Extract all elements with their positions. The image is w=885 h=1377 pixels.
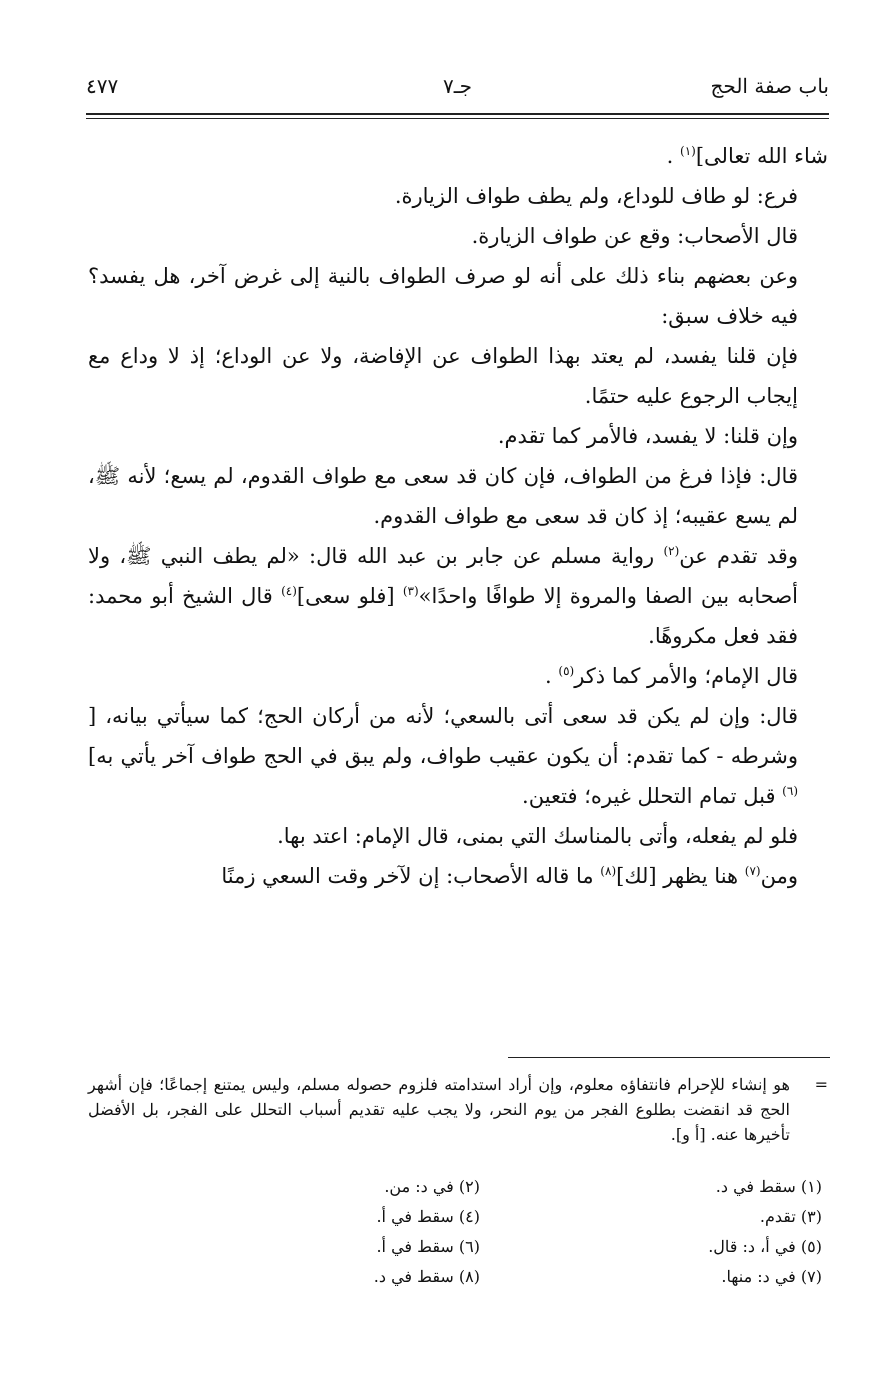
page-number: ٤٧٧ bbox=[86, 74, 119, 98]
paragraph: وعن بعضهم بناء ذلك على أنه لو صرف الطواف بالنية إلى غرض آخر، هل يفسد؟ فيه خلاف سبق: bbox=[88, 264, 798, 328]
header-rule-thin bbox=[86, 118, 829, 119]
text-run: قال الشيخ أبو محمد: فقد فعل مكروهًا. bbox=[88, 584, 798, 648]
text-run: رواية مسلم عن جابر بن عبد الله قال: «لم يطف النبي ﷺ، ولا أصحابه بين الصفا والمروة إلا طوافًا واحدًا» bbox=[88, 544, 798, 608]
text-run: . bbox=[545, 664, 559, 688]
text-run: . bbox=[666, 144, 681, 168]
footnote: (١) سقط في د. bbox=[715, 1177, 822, 1196]
footnote: (٢) في د: من. bbox=[384, 1177, 480, 1196]
paragraph bbox=[88, 856, 828, 896]
chapter-title: باب صفة الحج bbox=[710, 74, 829, 98]
footnote-ref: (٥) bbox=[558, 664, 575, 678]
volume-number: جـ٧ bbox=[443, 74, 472, 98]
footnote-ref: (٧) bbox=[744, 864, 761, 878]
text-run: [فلو سعى] bbox=[296, 584, 403, 608]
footnote-row bbox=[88, 1172, 828, 1202]
footnote-list bbox=[88, 1172, 828, 1292]
footnote: (٣) تقدم. bbox=[759, 1207, 822, 1226]
paragraph: فإن قلنا يفسد، لم يعتد بهذا الطواف عن الإفاضة، ولا عن الوداع؛ إذ لا وداع مع إيجاب الرجوع عليه حتمًا. bbox=[88, 344, 798, 408]
footnote: (٨) سقط في د. bbox=[373, 1267, 480, 1286]
main-text bbox=[88, 136, 828, 896]
footnote: (٦) سقط في أ. bbox=[376, 1237, 480, 1256]
text-run: قال الإمام؛ والأمر كما ذكر bbox=[574, 664, 798, 688]
paragraph bbox=[88, 536, 828, 656]
text-run: قال: وإن لم يكن قد سعى أتى بالسعي؛ لأنه من أركان الحج؛ كما سيأتي بيانه، [ وشرطه - كما تقدم: أن يكون عقيب طواف، ولم يبق في الحج طواف آخر يأتي به] bbox=[88, 704, 798, 768]
paragraph bbox=[88, 656, 828, 696]
footnote-ref: (٦) bbox=[782, 784, 798, 798]
header-rule-thick bbox=[86, 113, 829, 115]
text-run: هنا يظهر [لك] bbox=[616, 864, 745, 888]
footnote-ref: (٨) bbox=[600, 864, 617, 878]
paragraph: فلو لم يفعله، وأتى بالمناسك التي بمنى، قال الإمام: اعتد بها. bbox=[277, 824, 798, 848]
footnote-ref: (١) bbox=[680, 144, 696, 158]
continuation-text: هو إنشاء للإحرام فانتفاؤه معلوم، وإن أراد استدامته فلزوم حصوله مسلم، وليس يمتنع إجماعًا؛ فإن أشهر الحج قد انقضت بطلوع الفجر من يوم النحر، ولا يجب عليه تقديم أسباب التحلل على الفجر، بل الأفضل تأخيرها عنه. [أ و]. bbox=[88, 1075, 790, 1144]
footnote-ref: (٣) bbox=[402, 584, 419, 598]
footnote-row bbox=[88, 1262, 828, 1292]
text-run: قبل تمام التحلل غيره؛ فتعين. bbox=[522, 784, 783, 808]
text-run: ومن bbox=[760, 864, 798, 888]
text-run: شاء الله تعالى] bbox=[695, 144, 828, 168]
footnote: (٤) سقط في أ. bbox=[376, 1207, 480, 1226]
footnote-separator bbox=[508, 1057, 830, 1058]
footnote-continuation bbox=[88, 1072, 828, 1147]
paragraph: وإن قلنا: لا يفسد، فالأمر كما تقدم. bbox=[497, 424, 798, 448]
footnote: (٧) في د: منها. bbox=[721, 1267, 822, 1286]
footnote-ref: (٤) bbox=[281, 584, 297, 598]
paragraph: فرع: لو طاف للوداع، ولم يطف طواف الزيارة. bbox=[394, 184, 798, 208]
continuation-mark: = bbox=[814, 1075, 828, 1094]
footnote-ref: (٢) bbox=[663, 544, 680, 558]
footnote-row bbox=[88, 1202, 828, 1232]
paragraph bbox=[88, 696, 828, 816]
footnote: (٥) في أ، د: قال. bbox=[708, 1237, 822, 1256]
text-run: ما قاله الأصحاب: إن لآخر وقت السعي زمنًا bbox=[221, 864, 601, 888]
paragraph: قال: فإذا فرغ من الطواف، فإن كان قد سعى مع طواف القدوم، لم يسع؛ لأنه ﷺ، لم يسع عقيبه؛ إذ كان قد سعى مع طواف القدوم. bbox=[88, 464, 798, 528]
paragraph: قال الأصحاب: وقع عن طواف الزيارة. bbox=[471, 224, 798, 248]
paragraph bbox=[88, 136, 828, 176]
text-run: وقد تقدم عن bbox=[679, 544, 798, 568]
page-header bbox=[86, 74, 829, 104]
footnote-row bbox=[88, 1232, 828, 1262]
